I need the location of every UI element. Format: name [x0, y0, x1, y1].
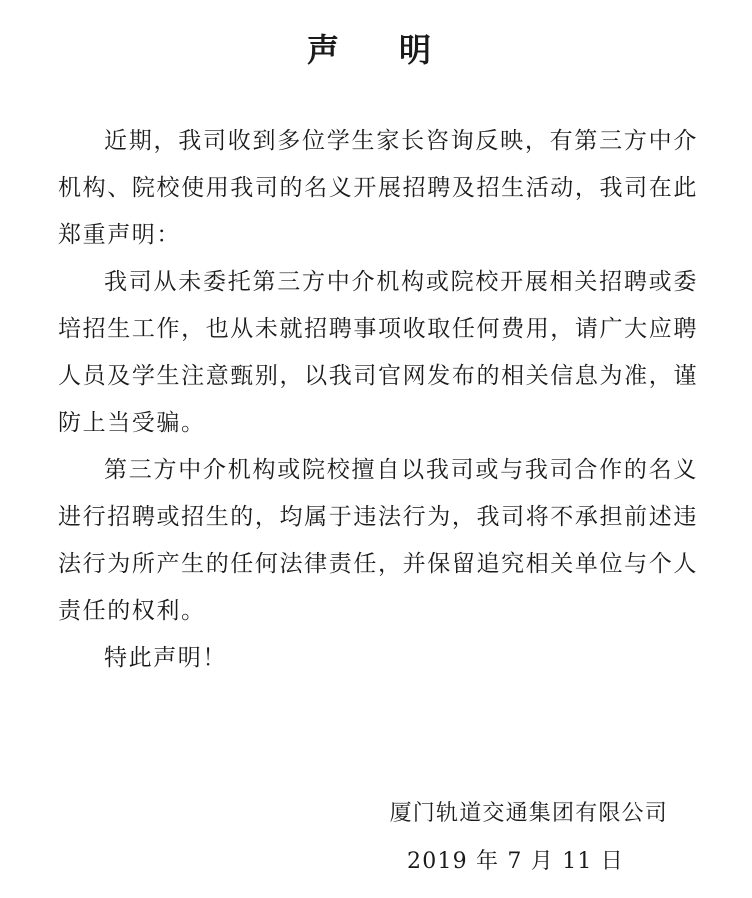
- paragraph-closing: 特此声明！: [104, 645, 227, 671]
- company-name: 厦门轨道交通集团有限公司: [389, 801, 668, 826]
- paragraph-intro: 近期，我司收到多位学生家长咨询反映，有第三方中介机构、院校使用我司的名义开展招聘及招生活动，我司在此郑重声明：: [58, 128, 698, 248]
- signature-block: [390, 790, 668, 886]
- paragraph-no-commission: 我司从未委托第三方中介机构或院校开展相关招聘或委培招生工作，也从未就招聘事项收取任何费用，请广大应聘人员及学生注意甄别，以我司官网发布的相关信息为准，谨防上当受骗。: [58, 269, 698, 436]
- document-title: 声 明: [306, 31, 445, 69]
- issue-date: 2019 年 7 月 11 日: [407, 849, 624, 874]
- document-body: [58, 118, 698, 682]
- paragraph-illegal-conduct: 第三方中介机构或院校擅自以我司或与我司合作的名义进行招聘或招生的，均属于违法行为，我司将不承担前述违法行为所产生的任何法律责任，并保留追究相关单位与个人责任的权利。: [58, 457, 698, 624]
